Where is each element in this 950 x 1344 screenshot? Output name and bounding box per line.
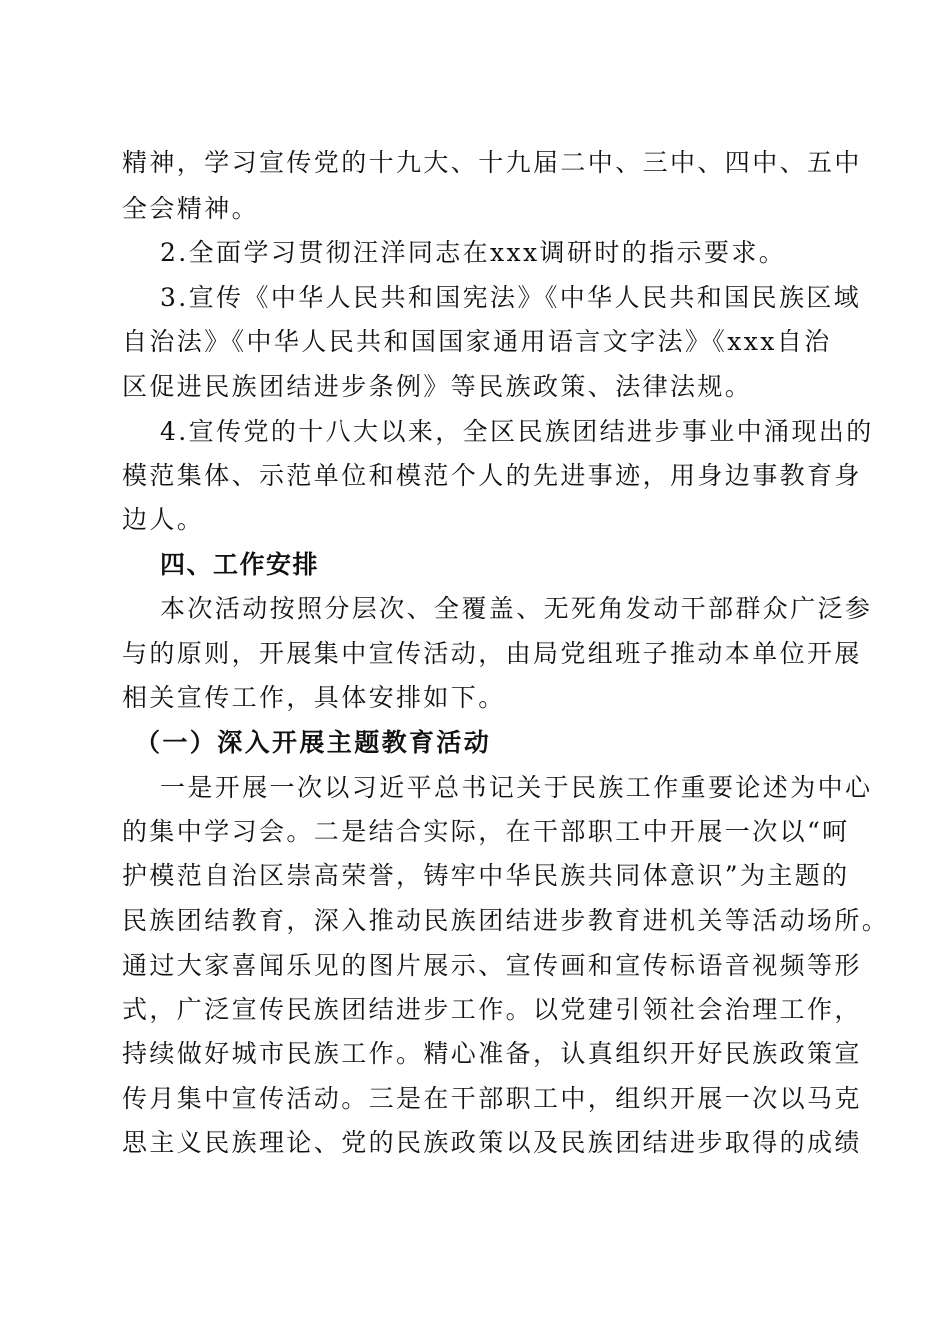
text-line: 的集中学习会。二是结合实际，在干部职工中开展一次以“呵	[122, 817, 850, 846]
text-line: 与的原则，开展集中宣传活动，由局党组班子推动本单位开展	[122, 639, 862, 668]
text-line: 民族团结教育，深入推动民族团结进步教育进机关等活动场所。	[122, 906, 890, 935]
list-item-4: 4.宣传党的十八大以来，全区民族团结进步事业中涌现出的	[160, 417, 874, 446]
paragraph-line: 本次活动按照分层次、全覆盖、无死角发动干部群众广泛参	[160, 594, 873, 623]
text-line: 边人。	[122, 505, 205, 534]
text-line: 思主义民族理论、党的民族政策以及民族团结进步取得的成绩	[122, 1128, 862, 1157]
paragraph-line: 一是开展一次以习近平总书记关于民族工作重要论述为中心	[160, 773, 873, 802]
text-line: 精神，学习宣传党的十九大、十九届二中、三中、四中、五中	[122, 148, 862, 177]
text-line: 相关宣传工作，具体安排如下。	[122, 683, 506, 712]
list-item-2: 2.全面学习贯彻汪洋同志在xxx调研时的指示要求。	[160, 238, 787, 267]
text-line: 通过大家喜闻乐见的图片展示、宣传画和宣传标语音视频等形	[122, 951, 862, 980]
section-heading: 四、工作安排	[160, 550, 320, 579]
text-line: 全会精神。	[122, 194, 260, 223]
text-line: 式，广泛宣传民族团结进步工作。以党建引领社会治理工作，	[122, 995, 862, 1024]
text-line: 模范集体、示范单位和模范个人的先进事迹，用身边事教育身	[122, 461, 862, 490]
list-item-3: 3.宣传《中华人民共和国宪法》《中华人民共和国民族区域	[160, 283, 862, 312]
text-line: 护模范自治区崇高荣誉，铸牢中华民族共同体意识”为主题的	[122, 861, 850, 890]
subsection-heading: （一）深入开展主题教育活动	[135, 728, 492, 757]
text-line: 区促进民族团结进步条例》等民族政策、法律法规。	[122, 372, 753, 401]
text-line: 传月集中宣传活动。三是在干部职工中，组织开展一次以马克	[122, 1084, 862, 1113]
text-line: 自治法》《中华人民共和国国家通用语言文字法》《xxx自治	[122, 327, 832, 356]
text-line: 持续做好城市民族工作。精心准备，认真组织开好民族政策宣	[122, 1039, 862, 1068]
